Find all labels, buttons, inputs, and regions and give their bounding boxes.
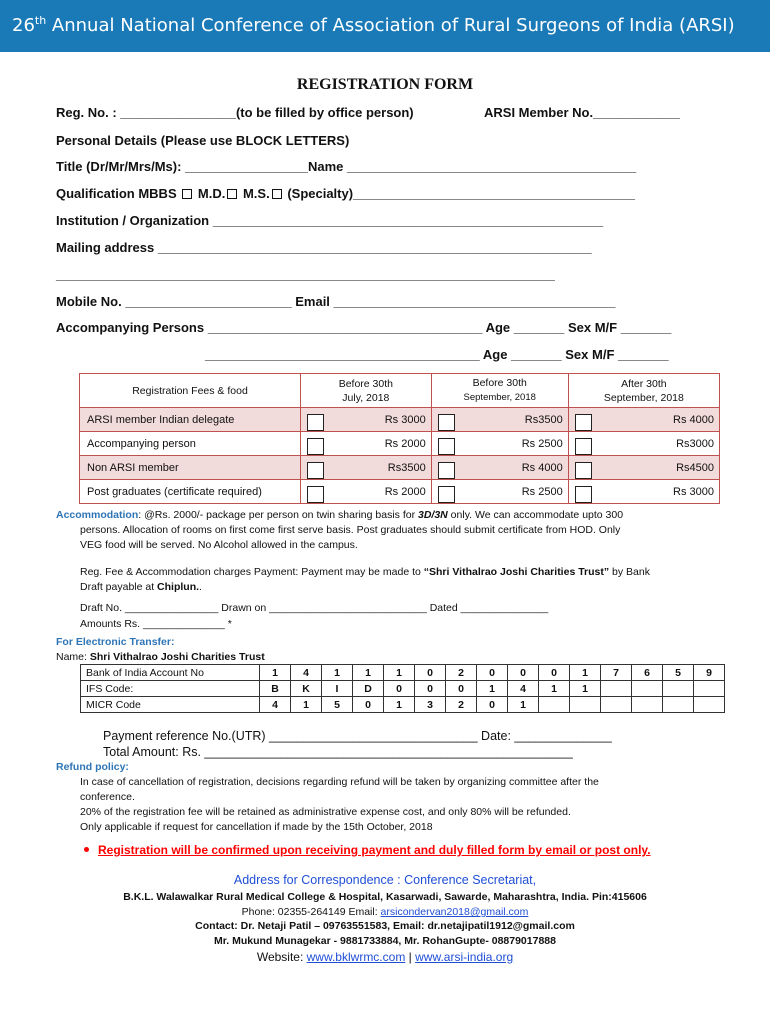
refund-line3: 20% of the registration fee will be retained as administrative expense cost, and only 80% will be refunded. — [80, 806, 571, 818]
fee-checkbox[interactable] — [575, 438, 592, 455]
website-link-arsi[interactable]: www.arsi-india.org — [415, 950, 514, 964]
fee-row: Post graduates (certificate required) Rs 2000 Rs 2500 Rs 3000 — [80, 480, 720, 504]
form-title: REGISTRATION FORM — [296, 76, 474, 93]
bank-account-row: Bank of India Account No 1 4 1 1 1 0 2 0 0 0 1 7 6 5 9 — [81, 665, 725, 681]
fee-checkbox[interactable] — [307, 438, 324, 455]
fee-row: Non ARSI member Rs3500 Rs 4000 Rs4500 — [80, 456, 720, 480]
accompanying-person-1[interactable]: Accompanying Persons ______________________________________ Age _______ Sex M/F _______ — [56, 320, 672, 335]
fees-table — [79, 373, 720, 504]
fee-checkbox[interactable] — [438, 438, 455, 455]
refund-line2: conference. — [80, 791, 135, 803]
fee-checkbox[interactable] — [307, 414, 324, 431]
payment-line1: Reg. Fee & Accommodation charges Payment: Payment may be made to “Shri Vithalrao Joshi Charities Trust” by Bank — [80, 566, 650, 578]
qualification-field[interactable]: Qualification MBBS M.D. M.S. (Specialty)_______________________________________ — [56, 186, 636, 201]
fee-checkbox[interactable] — [575, 462, 592, 479]
refund-line4: Only applicable if request for cancellation if made by the 15th October, 2018 — [80, 821, 433, 833]
college-address: B.K.L. Walawalkar Rural Medical College & Hospital, Kasarwadi, Sawarde, Maharashtra, India. Pin:415606 — [123, 891, 647, 903]
bank-details-table — [80, 664, 725, 713]
refund-line1: In case of cancellation of registration, decisions regarding refund will be taken by organizing committee after the — [80, 776, 599, 788]
fee-row: Accompanying person Rs 2000 Rs 2500 Rs3000 — [80, 432, 720, 456]
payment-line2: Draft payable at Chiplun.. — [80, 581, 202, 593]
refund-heading: Refund policy: — [56, 761, 129, 773]
fee-checkbox[interactable] — [438, 414, 455, 431]
draft-field[interactable]: Draft No. ________________ Drawn on ___________________________ Dated _______________ — [80, 602, 549, 614]
fee-checkbox[interactable] — [575, 414, 592, 431]
conference-banner: 26th Annual National Conference of Association of Rural Surgeons of India (ARSI) — [0, 0, 770, 52]
electronic-heading: For Electronic Transfer: — [56, 636, 175, 648]
personal-details-heading: Personal Details (Please use BLOCK LETTERS) — [56, 133, 350, 148]
email-link[interactable]: arsicondervan2018@gmail.com — [380, 906, 529, 918]
accommodation-line3: VEG food will be served. No Alcohol allowed in the campus. — [80, 539, 358, 551]
period-header-1: Before 30th July, 2018 — [301, 374, 432, 408]
fee-checkbox[interactable] — [575, 486, 592, 503]
institution-field[interactable]: Institution / Organization ______________________________________________________ — [56, 213, 604, 228]
confirmation-notice: Registration will be confirmed upon receiving payment and duly filled form by email or post only. — [84, 843, 651, 857]
amount-field[interactable]: Amounts Rs. ______________ * — [80, 618, 232, 630]
arsi-member-field[interactable]: ARSI Member No.____________ — [484, 105, 680, 120]
reg-no-field[interactable]: Reg. No. : ________________(to be filled by office person) — [56, 105, 414, 120]
fee-checkbox[interactable] — [438, 462, 455, 479]
address-heading: Address for Correspondence : Conference Secretariat, — [233, 873, 537, 887]
fee-checkbox[interactable] — [307, 486, 324, 503]
fee-checkbox[interactable] — [307, 462, 324, 479]
md-checkbox[interactable] — [227, 189, 237, 199]
micr-code-row: MICR Code 4 1 5 0 1 3 2 0 1 — [81, 697, 725, 713]
mbbs-checkbox[interactable] — [182, 189, 192, 199]
website-link-bklwrmc[interactable]: www.bklwrmc.com — [306, 950, 406, 964]
contact-line1: Contact: Dr. Netaji Patil – 09763551583, Email: dr.netajipatil1912@gmail.com — [195, 920, 575, 932]
period-header-2: Before 30th September, 2018 — [431, 374, 568, 408]
title-name-field[interactable]: Title (Dr/Mr/Mrs/Ms): _________________Name ________________________________________ — [56, 159, 637, 174]
fees-header-label: Registration Fees & food — [80, 374, 301, 408]
total-amount-field[interactable]: Total Amount: Rs. _____________________________________________________ — [103, 745, 573, 759]
mailing-address-line2[interactable]: _____________________________________________________________________ — [56, 267, 555, 282]
accommodation-line1: Accommodation: @Rs. 2000/- package per person on twin sharing basis for 3D/3N only. We can accommodate upto 300 — [56, 509, 624, 521]
ms-checkbox[interactable] — [272, 189, 282, 199]
contact-line2: Mr. Mukund Munagekar - 9881733884, Mr. RohanGupte- 08879017888 — [214, 935, 556, 947]
phone-email: Phone: 02355-264149 Email: arsicondervan2018@gmail.com — [241, 906, 529, 918]
period-header-3: After 30th September, 2018 — [568, 374, 719, 408]
accompanying-person-2[interactable]: ______________________________________ Age _______ Sex M/F _______ — [205, 347, 669, 362]
fee-row: ARSI member Indian delegate Rs 3000 Rs3500 Rs 4000 — [80, 408, 720, 432]
website-line: Website: www.bklwrmc.com | www.arsi-india.org — [256, 950, 514, 964]
utr-field[interactable]: Payment reference No.(UTR) ______________________________ Date: ______________ — [103, 729, 612, 743]
fee-checkbox[interactable] — [438, 486, 455, 503]
bullet-icon — [84, 847, 89, 852]
trust-name: Name: Shri Vithalrao Joshi Charities Trust — [56, 651, 265, 663]
mailing-address-field[interactable]: Mailing address ____________________________________________________________ — [56, 240, 592, 255]
mobile-email-field[interactable]: Mobile No. _______________________ Email _______________________________________ — [56, 294, 616, 309]
accommodation-line2: persons. Allocation of rooms on first come first serve basis. Post graduates should submit certificate from HOD. Only — [80, 524, 621, 536]
ifs-code-row: IFS Code: B K I D 0 0 0 1 4 1 1 — [81, 681, 725, 697]
